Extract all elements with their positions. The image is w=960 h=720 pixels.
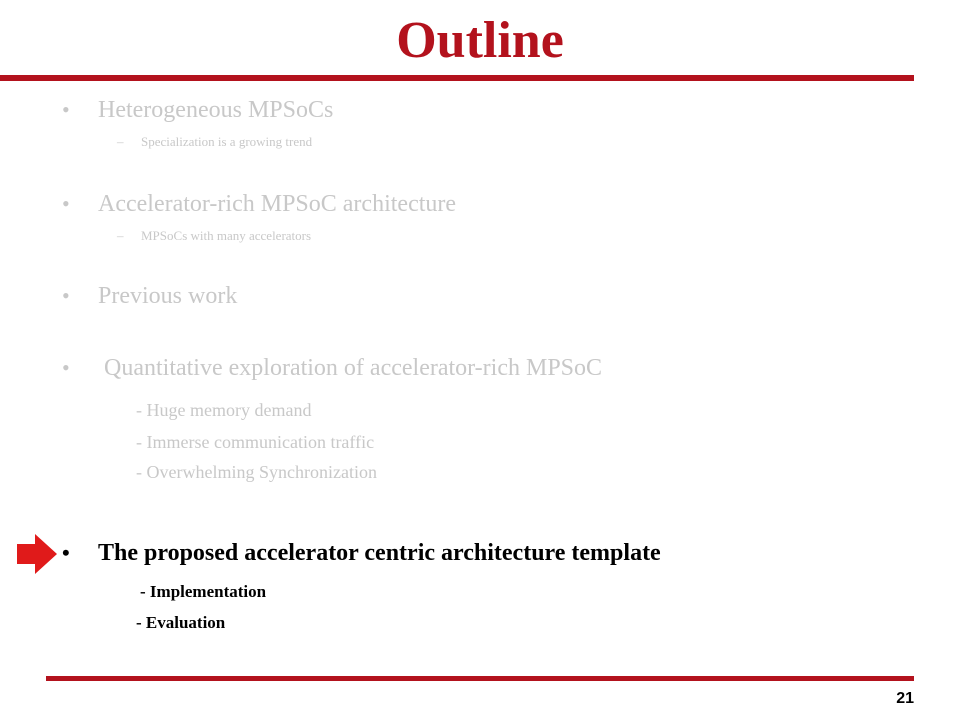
bullet-icon: • [62,191,70,216]
outline-detail-memory-demand: - Huge memory demand [136,400,312,420]
footer-divider [46,676,914,681]
title-divider [0,75,914,81]
bullet-icon: • [62,540,70,565]
bullet-icon: • [62,355,70,380]
outline-subitem-specialization: Specialization is a growing trend [141,134,313,149]
outline-detail-synchronization: - Overwhelming Synchronization [136,462,377,482]
outline-detail-communication-traffic: - Immerse communication traffic [136,432,375,452]
current-section-arrow-icon [17,534,57,574]
outline-detail-evaluation: - Evaluation [136,613,226,632]
bullet-icon: • [62,283,70,308]
page-number: 21 [896,690,914,707]
slide-title: Outline [396,12,564,69]
dash-icon: – [117,134,124,149]
bullet-icon: • [62,97,70,122]
outline-item-heterogeneous: Heterogeneous MPSoCs [98,97,334,123]
outline-detail-implementation: - Implementation [140,582,267,601]
outline-item-quantitative-exploration: Quantitative exploration of accelerator-rich MPSoC [104,355,603,381]
outline-item-previous-work: Previous work [98,283,238,309]
outline-item-accelerator-rich: Accelerator-rich MPSoC architecture [98,191,457,217]
dash-icon: – [117,228,124,243]
outline-subitem-many-accelerators: MPSoCs with many accelerators [141,228,312,243]
outline-item-proposed-architecture: The proposed accelerator centric architecture template [98,540,661,566]
